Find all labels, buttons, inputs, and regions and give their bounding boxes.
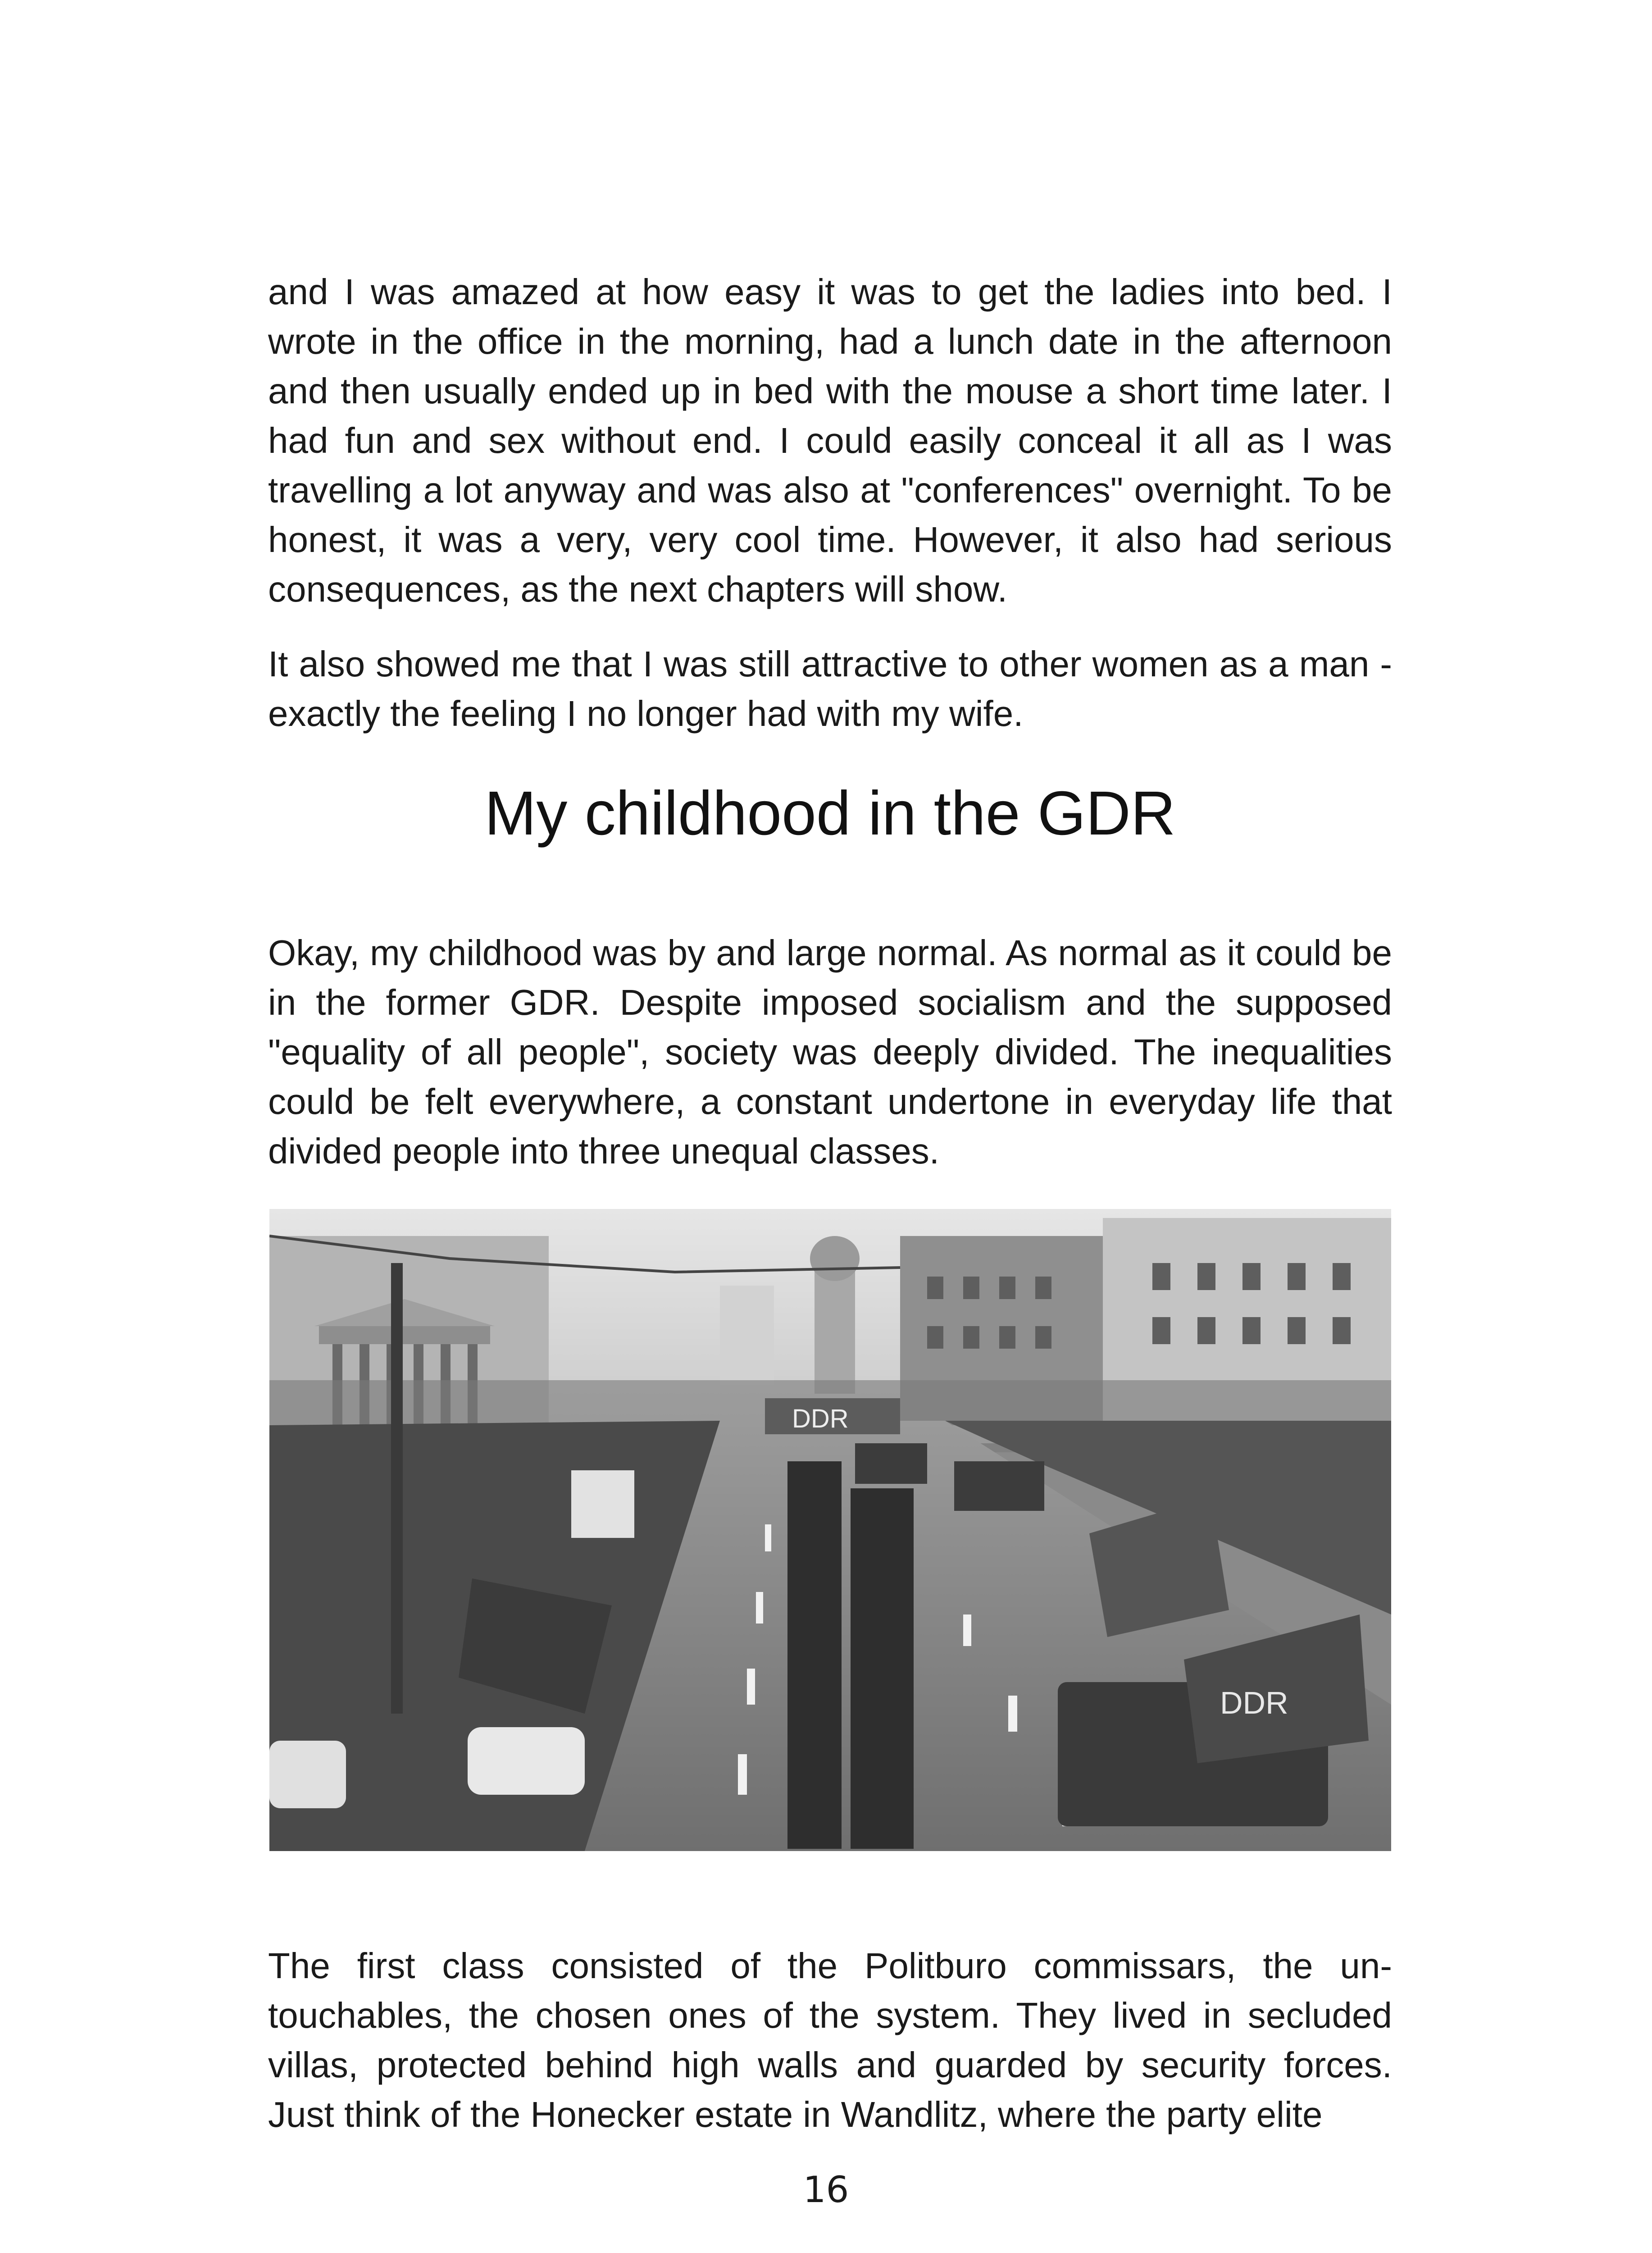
paragraph-first-class — [268, 1941, 1392, 2139]
flag-text: DDR — [1220, 1685, 1288, 1720]
page-number: 16 — [803, 2169, 849, 2211]
paragraph-childhood — [268, 928, 1392, 1176]
parade-photo — [269, 1209, 1391, 1851]
paragraph-text: The first class consisted of the Politburo commissars, the un-touchables, the chosen ones of the system. They lived in secluded villas, protected behind high walls and guarded by security forces. Just think of the Honecker estate in Wandlitz, where the party elite — [268, 1946, 1392, 2134]
paragraph-text: Okay, my childhood was by and large normal. As normal as it could be in the former GDR. Despite imposed socialism and the supposed "equality of all people", society was deeply divided. The inequalities could be felt everywhere, a constant undertone in everyday life that divided people into three unequal classes. — [268, 933, 1392, 1171]
paragraph-intro — [268, 267, 1392, 614]
banner-text: DDR — [792, 1404, 849, 1433]
paragraph-text: and I was amazed at how easy it was to get the ladies into bed. I wrote in the office in the morning, had a lunch date in the afternoon and then usually ended up in bed with the mouse a short time later. I had fun and sex without end. I could easily conceal it all as I was travelling a lot anyway and was also at "conferences" overnight. To be honest, it was a very, very cool time. However, it also had serious consequences, as the next chapters will show. — [268, 272, 1392, 609]
parade-photo-illustration — [269, 1209, 1391, 1851]
chapter-title: My childhood in the GDR — [484, 779, 1176, 848]
paragraph-text: It also showed me that I was still attractive to other women as a man - exactly the feeling I no longer had with my wife. — [268, 644, 1392, 734]
paragraph-attractive — [268, 639, 1392, 739]
